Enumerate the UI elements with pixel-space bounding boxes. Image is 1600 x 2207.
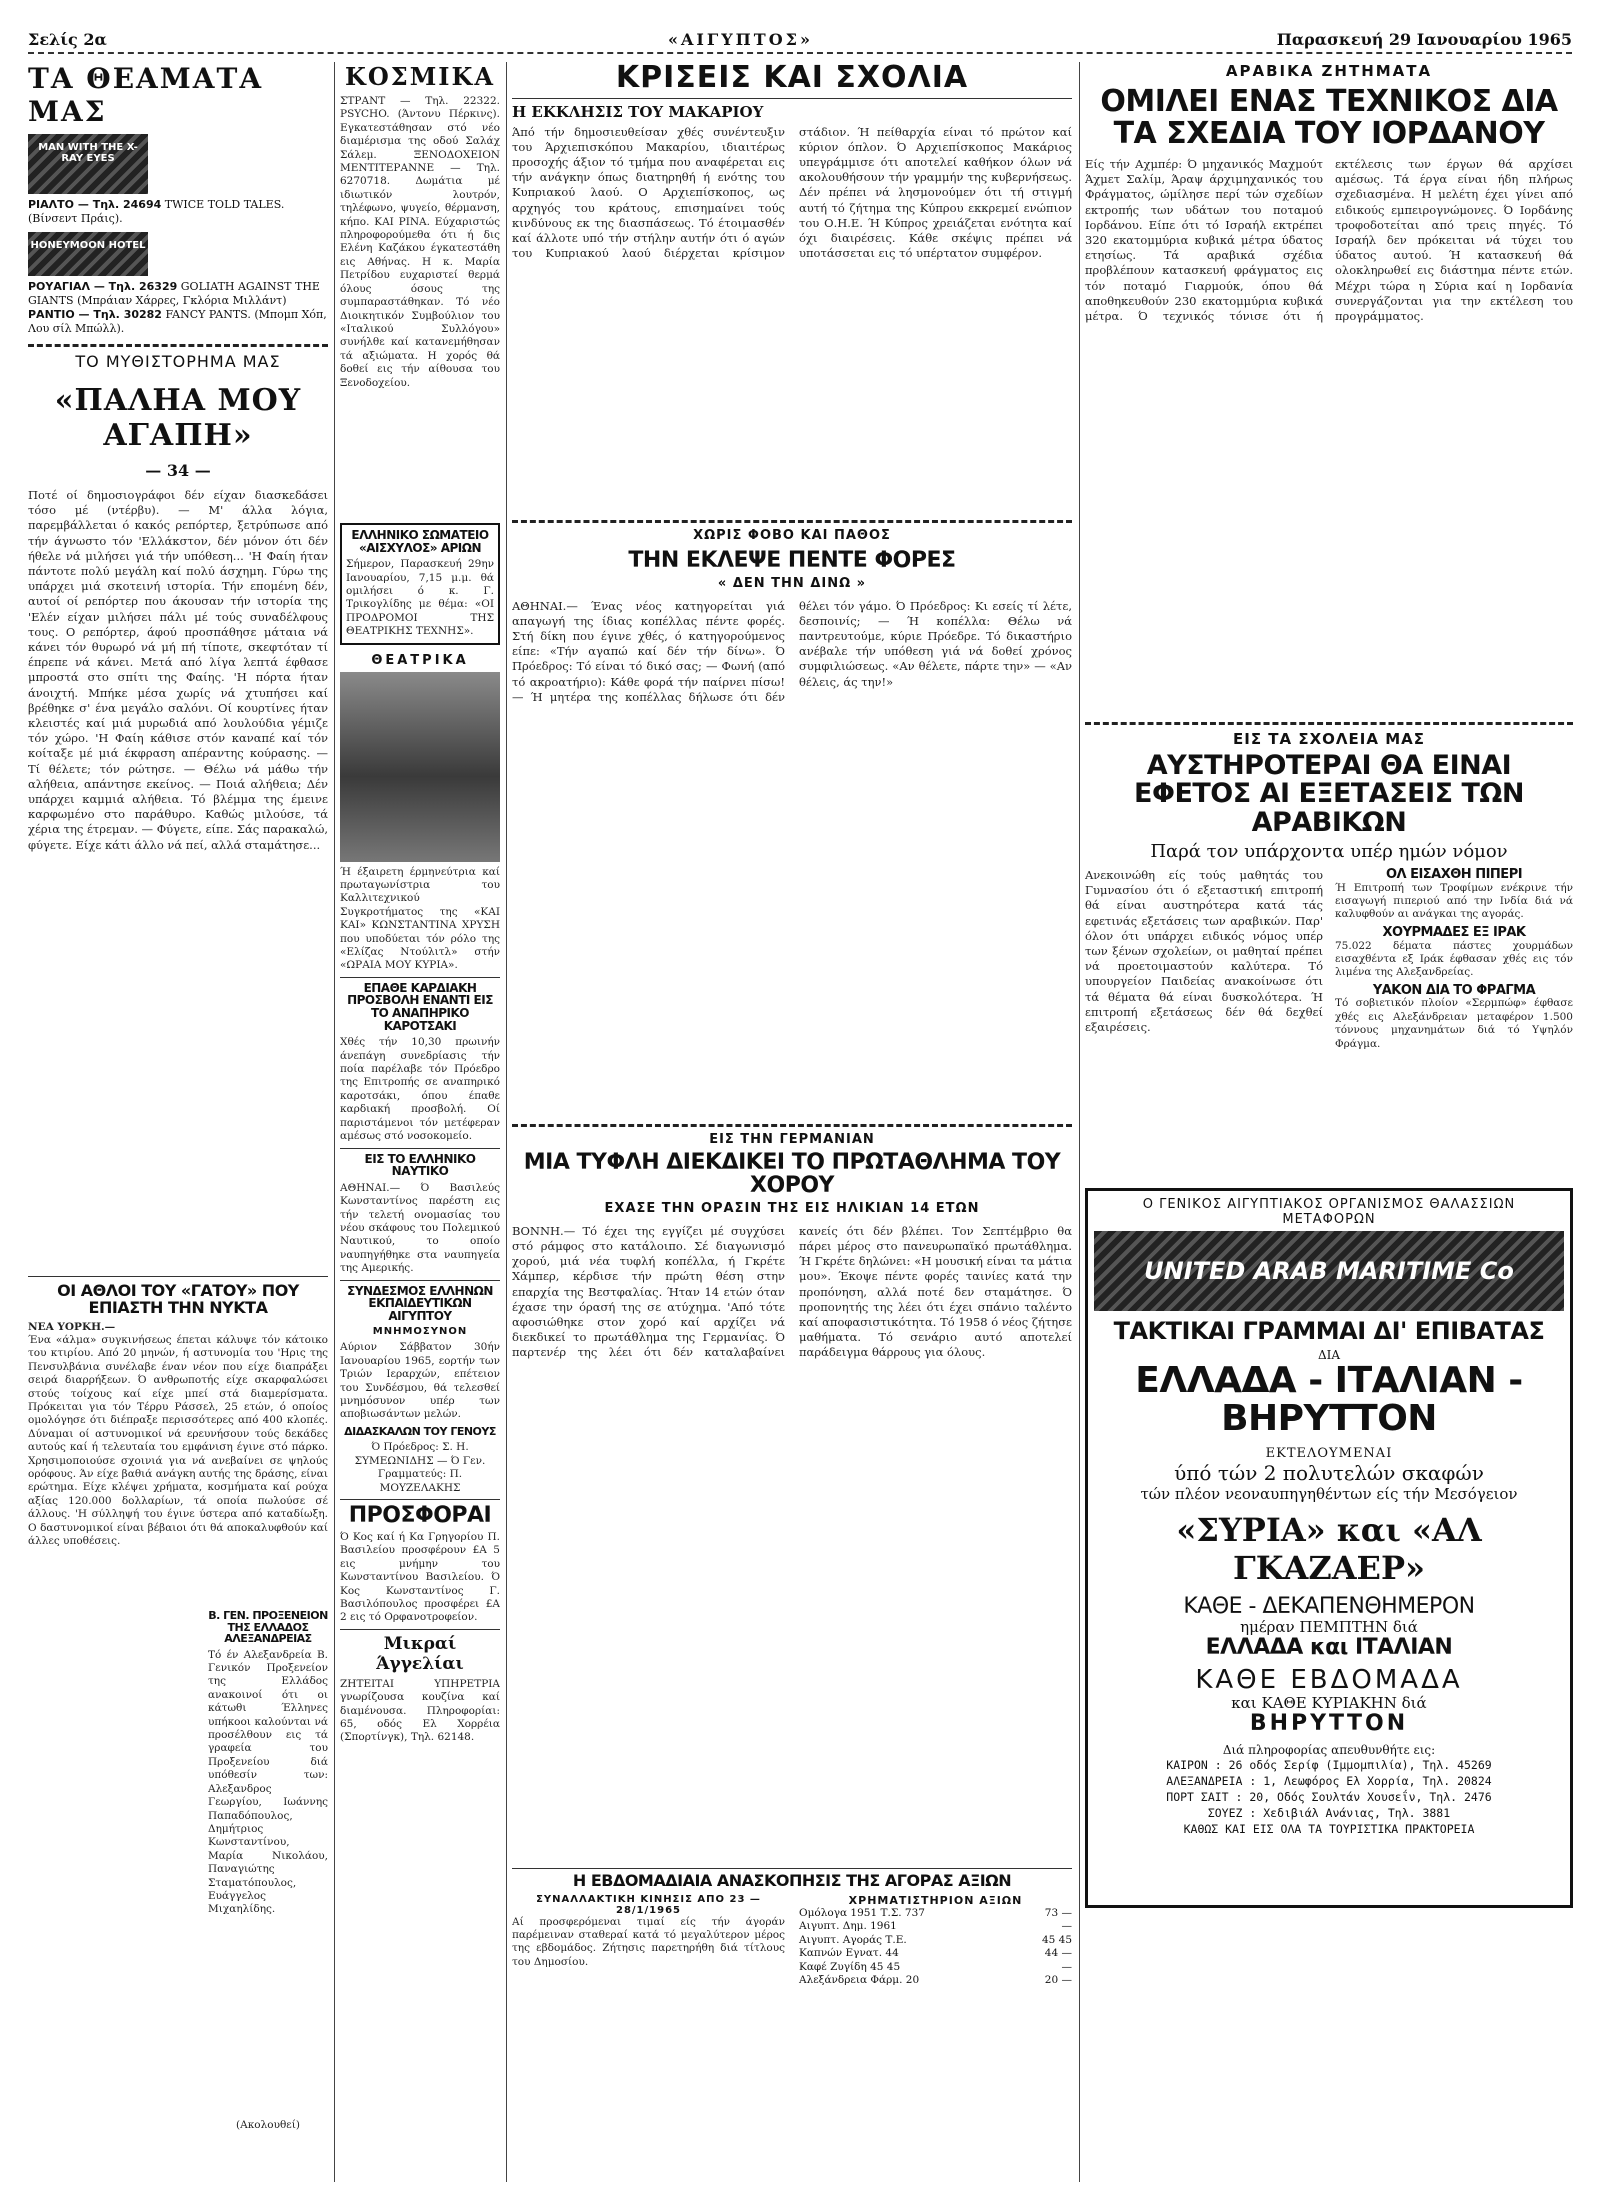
ad-addresses: ΚΑΙΡΟΝ : 26 οδός Σερίφ (Ιμμομπιλία), Τηλ. 45269 ΑΛΕΞΑΝΔΡΕΙΑ : 1, Λεωφόρος Ελ Χορρία, Τηλ. 20824 ΠΟΡΤ ΣΑΙΤ : 20, Οδός Σουλτάν Χουσεΐν, Τηλ. 2476 ΣΟΥΕΖ : Χεδιβιάλ Ανάνιας, Τηλ. 3881 ΚΑΘΩΣ ΚΑΙ ΕΙΣ ΟΛΑ ΤΑ ΤΟΥΡΙΣΤΙΚΑ ΠΡΑΚΤΟΡΕΙΑ (1166, 1758, 1492, 1837)
cinema-listing: ΡΟΥΑΓΙΑΛ — Τηλ. 26329 GOLIATH AGAINST THE GIANTS (Μπράιαν Χάρρες, Γκλόρια Μιλλάντ) ΡΑΝΤΙΟ — Τηλ. 30282 FANCY PANTS. (Μπομπ Χόπ, Λου σίλ Μπώλλ). (28, 280, 327, 335)
stock-row (799, 1920, 1072, 1934)
cinema-listing: ΡΙΑΛΤΟ — Τηλ. 24694 TWICE TOLD TALES. (Βίνσεντ Πράις). (28, 198, 285, 225)
section-kicker: ΑΡΑΒΙΚΑ ΖΗΤΗΜΑΤΑ (1225, 62, 1433, 80)
stock-value: 44 — (1044, 1947, 1072, 1960)
section-title: ΚΟΣΜΙΚΑ (344, 62, 495, 91)
stock-value: 73 — (1044, 1906, 1072, 1919)
ad-freq: ΒΗΡΥΤΤΟΝ (1249, 1711, 1409, 1737)
editorial-title: Η ΕΚΚΛΗΣΙΣ ΤΟΥ ΜΑΚΑΡΙΟΥ (512, 102, 764, 121)
editorial-headline: ΤΗΝ ΕΚΛΕΨΕ ΠΕΝΤΕ ΦΟΡΕΣ (628, 547, 956, 573)
theatre-kicker: ΘΕΑΤΡΙΚΑ (371, 652, 469, 668)
story-kicker: ΕΙΣ ΤΑ ΣΧΟΛΕΙΑ ΜΑΣ (1233, 730, 1425, 748)
column-editorials (512, 62, 1072, 2182)
film-ad-logo: MAN WITH THE X-RAY EYES (28, 134, 148, 194)
offers-text: Ό Κος καί ή Κα Γρηγορίου Π. Βασιλείου προσφέρουν £Α 5 εις μνήμην του Κωνσταντίνου Βασιλείου. Ό Κος Κωνσταντίνος Γ. Βασιλόπουλος προσφέρει £Α 2 εις τό Ορφανοτροφείον. (340, 1531, 500, 1624)
editorial-headline: ΜΙΑ ΤΥΦΛΗ ΔΙΕΚΔΙΚΕΙ ΤΟ ΠΡΩΤΑΘΛΗΜΑ ΤΟΥ ΧΟΡΟΥ (523, 1149, 1061, 1198)
stock-name: Καφέ Ζυγίδη 45 45 (799, 1960, 901, 1973)
notice-title: Β. ΓΕΝ. ΠΡΟΞΕΝΕΙΟΝ ΤΗΣ ΕΛΛΑΔΟΣ ΑΛΕΞΑΝΔΡΕΙΑΣ (208, 1610, 328, 1646)
stock-row (799, 1961, 1072, 1975)
announcement-box (340, 523, 500, 645)
stock-value: 20 — (1044, 1974, 1072, 1987)
stock-name: Ομόλογα 1951 Τ.Σ. 737 (799, 1906, 925, 1919)
photo-caption: Ή έξαιρετη έρμηνεύτρια καί πρωταγωνίστρια του Καλλιτεχνικού Συγκροτήματος της «ΚΑΙ ΚΑΙ» ΚΩΝΣΤΑΝΤΙΝΑ ΧΡΥΣΗ που υποδύεται τόν ρόλο της «Ελίζας Ντούλιτλ» στήν «ΩΡΑΙΑ ΜΟΥ ΚΥΡΙΑ». (340, 865, 500, 972)
news-headline: ΣΥΝΔΕΣΜΟΣ ΕΛΛΗΝΩΝ ΕΚΠΑΙΔΕΥΤΙΚΩΝ ΑΙΓΥΠΤΟΥ (347, 1283, 493, 1323)
ad-freq: ΚΑΘΕ - ΔΕΚΑΠΕΝΘΗΜΕΡΟΝ (1183, 1593, 1475, 1619)
story-text: Είς τήν Αχμπέρ: Ό μηχανικός Μαχμούτ Άχμετ Σαλίμ, Άραψ άρχιμηχανικός του Φράγματος, ώμίλησε περί τών σχεδίων εκτροπής των υδάτων του ποταμού Ιορδάνου. Είπε ότι τό Ισραήλ εκτρέπει 320 εκατομμύρια κυβικά μέτρα ύδατος ετησίως. Τά αραβικά σχέδια προβλέπουν κατασκευή φράγματος εις τόν ποταμό Γιαρμούκ, όπου θά αποθηκευθούν 230 εκατομμύρια κυβικά μέτρα. Ό τεχνικός τόνισε ότι ή εκτέλεσις των έργων θά αρχίσει αμέσως. Τά έργα είναι ήδη πλήρως σχεδιασμένα. Η μελέτη έχει γίνει από ειδικούς εμπειρογνώμονες. Ό Ιορδάνης τροφοδοτείται από τρεις πηγές. Τό Ισραήλ δεν πρόκειται νά τύχει του ύδατος αυτού. Ή κατασκευή θά ολοκληρωθεί εις διάστημα πέντε ετών. Μέχρι τώρα η Σύρια καί η Ιορδανία συνεργάζονται για την εκτέλεση του προγράμματος. (1085, 157, 1573, 324)
shipping-advertisement (1085, 1188, 1573, 1908)
ad-by: ύπό τών 2 πολυτελών σκαφών (1174, 1460, 1484, 1485)
story-headline: ΟΜΙΛΕΙ ΕΝΑΣ ΤΕΧΝΙΚΟΣ ΔΙΑ ΤΑ ΣΧΕΔΙΑ ΤΟΥ ΙΟΡΔΑΝΟΥ (1100, 84, 1558, 151)
stock-row (799, 1974, 1072, 1988)
serial-title: «ΠΑΛΗΑ ΜΟΥ ΑΓΑΠΗ» (54, 383, 302, 453)
section-title: ΤΑ ΘΕΑΜΑΤΑ ΜΑΣ (28, 62, 264, 128)
stock-name: Καπνών Εγνατ. 44 (799, 1947, 899, 1960)
brief-headline: ΥΑΚΟΝ ΔΙΑ ΤΟ ΦΡΑΓΜΑ (1372, 982, 1536, 998)
offers-title: ΠΡΟΣΦΟΡΑΙ (348, 1502, 492, 1528)
news-headline: ΟΙ ΑΘΛΟΙ ΤΟΥ «ΓΑΤΟΥ» ΠΟΥ ΕΠΙΑΣΤΗ ΤΗΝ ΝΥΚΤΑ (57, 1281, 299, 1317)
column-rule (506, 62, 507, 2182)
brief-headline: ΧΟΥΡΜΑΔΕΣ ΕΞ ΙΡΑΚ (1382, 924, 1526, 940)
page-number: Σελίς 2α (28, 30, 107, 49)
ad-freq: ημέραν ΠΕΜΠΤΗΝ διά (1240, 1617, 1418, 1636)
news-dateline: ΝΕΑ ΥΟΡΚΗ.— (28, 1320, 116, 1333)
ad-by2: τών πλέον νεοναυπηγηθέντων είς τήν Μεσόγειον (1140, 1484, 1518, 1503)
news-subhead: ΜΝΗΜΟΣΥΝΟΝ (372, 1326, 468, 1338)
stock-row (799, 1934, 1072, 1948)
news-text: Αύριον Σάββατον 30ήν Ιανουαρίου 1965, εορτήν των Τριών Ιεραρχών, επέτειον του Συνδέσμου, θά τελεσθεί μνημόσυνον υπέρ των αποβιωσάντων μελών. (340, 1341, 500, 1421)
ad-dia: ΔΙΑ (1317, 1348, 1341, 1363)
ad-info: Διά πληροφορίας απευθυνθήτε εις: (1222, 1743, 1436, 1758)
ad-freq: ΕΛΛΑΔΑ και ΙΤΑΛΙΑΝ (1205, 1634, 1453, 1660)
stock-row (799, 1907, 1072, 1921)
serial-kicker: ΤΟ ΜΥΘΙΣΤΟΡΗΜΑ ΜΑΣ (75, 352, 281, 371)
stock-name: Αιγυπτ. Δημ. 1961 (799, 1920, 897, 1933)
actress-photo (340, 672, 500, 862)
brief-text: Ή Επιτροπή των Τροφίμων ενέκρινε τήν εισαγωγή πιπεριού από την Ινδία διά νά καλυφθούν αι ανάγκαι της αγοράς. (1335, 881, 1573, 921)
market-text: Αί προσφερόμεναι τιμαί είς τήν άγοράν παρέμειναν σταθεραί κατά τό μεγαλύτερον μέρος της εβδομάδος. Ζήτησις παρετηρήθη διά τίτλους του Δημοσίου. (512, 1915, 785, 1968)
news-headline: ΕΙΣ ΤΟ ΕΛΛΗΝΙΚΟ ΝΑΥΤΙΚΟ (364, 1151, 476, 1179)
news-headline: ΕΠΑΘΕ ΚΑΡΔΙΑΚΗ ΠΡΟΣΒΟΛΗ ΕΝΑΝΤΙ ΕΙΣ ΤΟ ΑΝΑΠΗΡΙΚΟ ΚΑΡΟΤΣΑΚΙ (347, 980, 493, 1033)
editorial-kicker: ΕΙΣ ΤΗΝ ΓΕΡΜΑΝΙΑΝ (709, 1131, 875, 1147)
news-text: ΑΘΗΝΑΙ.— Ό Βασιλεύς Κωνσταντίνος παρέστη εις τήν τελετή ονομασίας του νέου σκάφους του Πολεμικού Ναυτικού, το οποίο ναυπηγήθηκε στα ναυπηγεία της Αμερικής. (340, 1181, 500, 1275)
section-title: ΚΡΙΣΕΙΣ ΚΑΙ ΣΧΟΛΙΑ (615, 62, 969, 95)
story-text: Ανεκοινώθη είς τούς μαθητάς του Γυμνασίου ότι ό εξεταστική επιτροπή θά είναι αυστηρότερα κατά τάς εφετινάς εξετάσεις των αραβικών. Παρ' όλον ότι υπάρχει ειδικός νόμος υπέρ των ξένων σχολείων, οι μαθηταί πρέπει νά προετοιμαστούν καλύτερα. Τό υπουργείον Παιδείας ανακοίνωσε ότι τά θέματα θά είναι δυσκολότερα. Ή επιτροπή εξετάσεως δέν θά δεχθεί εξαιρέσεις. (1085, 868, 1323, 1035)
editorial-text: ΑΘΗΝΑΙ.— Ένας νέος κατηγορείται γιά απαγωγή της ίδιας κοπέλλας πέντε φορές. Στή δίκη που έγινε χθές, ό κατηγορούμενος είπε: «Τήν αγαπώ καί δέν τήν δίνω». Ό Πρόεδρος: Τό είναι τό δικό σας; — Φωνή (από τό ακροατήριο): Κάθε φορά τήν παίρνει πίσω! — Ή μητέρα της κοπέλλας δήλωσε ότι δέν θέλει τόν γάμο. Ό Πρόεδρος: Κι εσείς τί λέτε, δεσποινίς; — Ή κοπέλλα: Θέλω νά παντρευτούμε, κύριε Πρόεδρε. Τό δικαστήριο ανέβαλε τήν υπόθεση γιά νά δοθεί χρόνος συμφιλιώσεως. «Αν θέλετε, πάρτε την» — «Αν θέλεις, άς την!» (512, 598, 1072, 704)
news-text: Ένα «άλμα» συγκινήσεως έπεται κάλυψε τόν κάτοικο του κτιρίου. Από 20 μηνών, ή αστυνομία του 'Ηρις της Πενσυλβάνια συνέλαβε έναν νέον που είχε διαπράξει σειρά διαρρήξεων. Ό ανθρωποτής είχε σκαρφαλώσει στούς τοίχους καί είχε μπεί στά διαμερίσματα. Πρόκειται για τόν Τέρρυ Ράσσελ, 25 ετών, ό οποίος ομολόγησε ότι διέπραξε περισσότερες από 400 κλοπές. Δύναμαι οί αστυνομικοί νά ερευνήσουν τούς δεκάδες αυτούς καί ή τελευταία του εμφάνιση έγινε στό πάρκο. Χρησιμοποιούσε σχοινιά για νά ανεβαίνει σε ψηλούς ορόφους. Άν είχε βαθιά ανάγκη αυτής της δράσης, είναι ερώτημα. Είχε κλέψει χρήματα, κοσμήματα καί ρούχα αξίας 120.000 δολλαρίων, τά οποία πωλούσε σέ άλλους. 'Η σύλληψή του έγινε ύστερα από καταδίωξη. Ο δαστυνομικοί είναι βέβαιοι ότι θά αποκαλυφθούν καί άλλες υποθέσεις. (28, 1334, 328, 1548)
stock-name: Αιγυπτ. Αγοράς Τ.Ε. (799, 1933, 907, 1946)
brief-headline: ΟΛ ΕΙΣΑΧΘΗ ΠΙΠΕΡΙ (1385, 867, 1523, 883)
editorial-kicker: ΧΩΡΙΣ ΦΟΒΟ ΚΑΙ ΠΑΘΟΣ (693, 527, 891, 543)
classifieds-title: Μικραί Άγγελίαι (376, 1633, 464, 1674)
ad-line: ΤΑΚΤΙΚΑΙ ΓΡΑΜΜΑΙ ΔΙ' ΕΠΙΒΑΤΑΣ (1113, 1317, 1545, 1346)
editorial-subhead: « ΔΕΝ ΤΗΝ ΔΙΝΩ » (717, 575, 867, 591)
market-subhead: ΧΡΗΜΑΤΙΣΤΗΡΙΟΝ ΑΞΙΩΝ (848, 1893, 1023, 1907)
column-rule (334, 62, 335, 2182)
editorial-text: ΒΟΝΝΗ.— Τό έχει της εγγίζει μέ συγχύσει στό ράμφος στο κατάλοιπο. Σέ διαγωνισμό χορού, μιά νέα τυφλή κοπέλλα, ή Γκρέτε Χάμπερ, κέρδισε τήν πρώτη θέση στην επαρχία της Βεστφαλίας. Ήταν 14 ετών όταν έχασε την όρασή της σε ατύχημα. 'Από τότε αφοσιώθηκε στον χορό καί αρχίζει νά διεκδικεί το πρωτάθλημα της Γερμανίας. Ό παρτενέρ της λέει ότι δέν καταλαβαίνει κανείς ότι δέν βλέπει. Τον Σεπτέμβριο θα πάρει μέρος στο πανευρωπαϊκό πρωτάθλημα. Ή Γκρέτε δηλώνει: «Η μουσική είναι τα μάτια μου». Έκοψε πέντε φορές ταινίες κατά την προπόνηση, αλλά ποτέ δεν σταμάτησε. Ό προπονητής της λέει ότι έχει σπάνιο ταλέντο καί αποφασιστικότητα. Τό 1958 ό νέος ζήτησε μαθήματα. Τό σενάριο αυτό αποτελεί παράδειγμα θάρρους για όλους. (512, 1223, 1072, 1360)
column-social (340, 62, 500, 2182)
ad-exec: ΕΚΤΕΛΟΥΜΕΝΑΙ (1265, 1445, 1393, 1461)
brief-text: Τό σοβιετικόν πλοίον «Σερμπώφ» έφθασε χθές εις Αλεξάνδρειαν μεταφέρον 1.500 τόννους μηχανημάτων διά τό Υψηλόν Φράγμα. (1335, 997, 1573, 1050)
ad-freq: ΚΑΘΕ ΕΒΔΟΜΑΔΑ (1195, 1665, 1463, 1695)
market-headline: Η ΕΒΔΟΜΑΔΙΑΙΑ ΑΝΑΣΚΟΠΗΣΙΣ ΤΗΣ ΑΓΟΡΑΣ ΑΞΙΩΝ (572, 1870, 1012, 1890)
serial-number: — 34 — (145, 461, 211, 480)
masthead (28, 28, 1572, 54)
issue-date: Παρασκευή 29 Ιανουαρίου 1965 (1276, 30, 1572, 49)
consulate-notice (208, 1610, 328, 2170)
stock-row (799, 1947, 1072, 1961)
ad-ship-names: «ΣΥΡΙΑ» και «ΑΛ ΓΚΑΖΑΕΡ» (1176, 1510, 1482, 1587)
news-text: Χθές τήν 10,30 πρωινήν άνεπάγη συνεδρίασις τήν ποία παρέλαβε τόν Πρόεδρο της Επιτροπής σε αναπηρικό καροτσάκι, όπου έπαθε καρδιακή προσβολή. Οί παριστάμενοι τόν μετέφεραν αμέσως στό νοσοκομείο. (340, 1036, 500, 1143)
ad-org: Ο ΓΕΝΙΚΟΣ ΑΙΓΥΠΤΙΑΚΟΣ ΟΡΓΑΝΙΣΜΟΣ ΘΑΛΑΣΣΙΩΝ ΜΕΤΑΦΟΡΩΝ (1142, 1197, 1516, 1228)
ad-route: ΕΛΛΑΔΑ - ΙΤΑΛΙΑΝ - ΒΗΡΥΤΤΟΝ (1135, 1360, 1523, 1440)
column-arab-affairs (1085, 62, 1573, 2182)
film-ad-logo: HONEYMOON HOTEL (28, 232, 148, 276)
column-rule (1079, 62, 1080, 2182)
brief-text: 75.022 δέματα πάστες χουρμάδων εισαχθέντα εξ Ιράκ έφθασαν χθές εις τόν λιμένα της Αλεξανδρείας. (1335, 939, 1573, 979)
club-name: ΕΛΛΗΝΙΚΟ ΣΩΜΑΤΕΙΟ «ΑΙΣΧΥΛΟΣ» ΑΡΙΩΝ (351, 528, 489, 555)
ship-brand-banner: UNITED ARAB MARITIME Co (1094, 1231, 1564, 1311)
ad-freq: και ΚΑΘΕ ΚΥΡΙΑΚΗΝ διά (1231, 1694, 1427, 1713)
editorial-subhead: ΕΧΑΣΕ ΤΗΝ ΟΡΑΣΙΝ ΤΗΣ ΕΙΣ ΗΛΙΚΙΑΝ 14 ΕΤΩΝ (604, 1200, 980, 1216)
announcement-text: Σήμερον, Παρασκευή 29ην Ιανουαρίου, 7,15 μ.μ. θά ομιλήσει ό κ. Γ. Τρικογλίδης με θέμα: «ΟΙ ΠΡΟΔΡΟΜΟΙ ΤΗΣ ΘΕΑΤΡΙΚΗΣ ΤΕΧΝΗΣ». (346, 558, 494, 638)
market-subhead: ΣΥΝΑΛΛΑΚΤΙΚΗ ΚΙΝΗΣΙΣ ΑΠΟ 23 — 28/1/1965 (536, 1893, 761, 1916)
story-subhead: Παρά τον υπάρχοντα υπέρ ημών νόμον (1150, 841, 1508, 863)
stock-table (799, 1907, 1072, 1988)
story-headline: ΑΥΣΤΗΡΟΤΕΡΑΙ ΘΑ ΕΙΝΑΙ ΕΦΕΤΟΣ ΑΙ ΕΞΕΤΑΣΕΙΣ ΤΩΝ ΑΡΑΒΙΚΩΝ (1134, 750, 1524, 838)
stock-value: 45 45 (1041, 1933, 1072, 1946)
signature: Ό Πρόεδρος: Σ. Η. ΣΥΜΕΩΝΙΔΗΣ — Ό Γεν. Γραμματεύς: Π. ΜΟΥΖΕΛΑΚΗΣ (354, 1441, 486, 1494)
news-subhead: ΔΙΔΑΣΚΑΛΩΝ ΤΟΥ ΓΕΝΟΥΣ (344, 1424, 496, 1438)
social-text: ΣΤΡΑΝΤ — Τηλ. 22322. PSYCHO. (Άντονυ Πέρκινς). Εγκατεστάθησαν στό νέο διαμέρισμα της οδού Σαλάχ Σάλεμ. ΞΕΝΟΔΟΧΕΙΟΝ ΜΕΝΤΙΤΕΡΑΝΝΕ — Τηλ. 6270718. Δωμάτια μέ ιδιωτικόν λουτρόν, τηλέφωνο, ψυγείο, θέρμανση, κήπο. ΚΑΙ ΡΙΝΑ. Εύχαριστώς πληροφορούμεθα ότι ή δις Ελένη Καζάκου έγκατεστάθη εις Αθήνας. Η κ. Μαρία Πετρίδου ευχαριστεί θερμά όλους όσους της συμπαραστάθηκαν. Τό νέο Διοικητικόν Συμβούλιον του «Ιταλικού Συλλόγου» συνήλθε καί κατανεμήθησαν τά αξιώματα. Η χορός θά δοθεί εις τήν αίθουσα του Ξενοδοχείου. (340, 95, 500, 389)
serial-text: Ποτέ οί δημοσιογράφοι δέν είχαν διασκεδάσει τόσο μέ (ντέρβυ). — Μ' άλλα λόγια, παρεμβάλλεται ό κακός ρεπόρτερ, ξετρύπωσε από τήν άγνωστο τόν 'Ελλάκστον, δέν μόνον ότι δέν ήθελε νά μιλήσει γιά τήν υπόθεση... 'Η Φαίη ήταν πάντοτε πολύ μεγάλη καί πολύ άσχημη. Γύρω της υπάρχει μιά σκοτεινή ιστορία. Τήν επομένη δέν, αυτοί οί ρεπόρτερ που άκουσαν τήν ιστορία της 'Ελέν είχαν μιλήσει πάλι μέ τούς συναδέλφους τους. Ο ρεπόρτερ, άφού προσπάθησε μάταια νά κάνει τόν θυρωρό νά μή πή τίποτε, σκεφτόταν τί έπρεπε νά κάνει. Μετά από λίγα λεπτά έφθασε μπροστά στο σπίτι της Φαίης. 'Η πόρτα ήταν άνοιχτή. Μπήκε μέσα χωρίς νά χτυπήσει καί βρέθηκε σ' ένα μεγάλο σαλόνι. Οί κουρτίνες ήταν κλειστές καί μιά μυρωδιά από λουλούδια γέμιζε τόν χώρο. 'Η Φαίη κάθισε στόν καναπέ καί τόν κοίταξε μέ μιά έκφραση απέραντης κούρασης. — Τί θέλετε; τόν ρώτησε. — Θέλω νά μάθω τήν αλήθεια, απάντησε εκείνος. — Ποιά αλήθεια; Δέν υπάρχει καμμιά αλήθεια. Τό βλέμμα της έμεινε καρφωμένο στο παράθυρο. Καθώς μιλούσε, τά χέρια της έτρεμαν. — Φύγετε, είπε. Σάς παρακαλώ, φύγετε. Είχε κάτι άλλο νά πεί, αλλά σταμάτησε... (28, 488, 328, 852)
stock-value: — (1061, 1960, 1072, 1973)
paper-name: «ΑΙΓΥΠΤΟΣ» (668, 30, 813, 49)
editorial-text: Άπό τήν δημοσιευθείσαν χθές συνέντευξιν του Άρχιεπισκόπου Μακαρίου, ιδιαιτέρως προσοχής άξιον τό τμήμα που αναφέρεται εις τήν ανάγκην όπως διατηρηθή ή ενότης του Κυπριακού λαού. Ο Αρχιεπίσκοπος, ως αρχηγός του κράτους, επισημαίνει τούς κινδύνους εκ της διασπάσεως. Τό έτοιμασθέν καί άλλοτε υπό τήν στήλην αυτήν ότι ό αγών του Κυπριακού λαού διέρχεται κρίσιμον στάδιον. Ή πείθαρχία είναι τό πρώτον καί κύριον όπλον. Ό Αρχιεπίσκοπος Μακάριος υπεγράμμισε ότι αποτελεί καθήκον όλων νά ακολουθήσουν τήν γραμμήν της κυβερνήσεως. Δέν πρέπει νά λησμονούμεν ότι τή στιγμή αυτή τό ζήτημα της Κύπρου εκκρεμεί ενώπιον του Ο.Η.Ε. Ή Κύπρος χρειάζεται ενότητα καί όχι διαιρέσεις. Κάθε σκέψις πρέπει νά υποτάσσεται εις τό υπέρτατον συμφέρον. (512, 124, 1072, 261)
classifieds-text: ΖΗΤΕΙΤΑΙ ΥΠΗΡΕΤΡΙΑ γνωρίζουσα κουζίνα καί διαμένουσα. Πληροφορίαι: 65, οδός Ελ Χορρέια (Σπορτίνγκ), Τηλ. 62148. (340, 1677, 500, 1744)
continued-label: (Ακολουθεί) (236, 2118, 300, 2131)
stock-value: — (1061, 1920, 1072, 1933)
notice-text: Τό έν Αλεξανδρεία Β. Γενικόν Προξενείον της Ελλάδος ανακοινοί ότι οι κάτωθι Έλληνες υπήκοοι καλούνται νά προσέλθουν εις τά γραφεία του Προξενείου διά υπόθεσίν των: Αλεξανδρος Γεωργίου, Ιωάννης Παπαδόπουλος, Δημήτριος Κωνσταντίνου, Μαρία Νικολάου, Παναγιώτης Σταματόπουλος, Ευάγγελος Μιχαηλίδης. (208, 1648, 328, 1916)
stock-name: Αλεξάνδρεια Φάρμ. 20 (799, 1974, 920, 1987)
